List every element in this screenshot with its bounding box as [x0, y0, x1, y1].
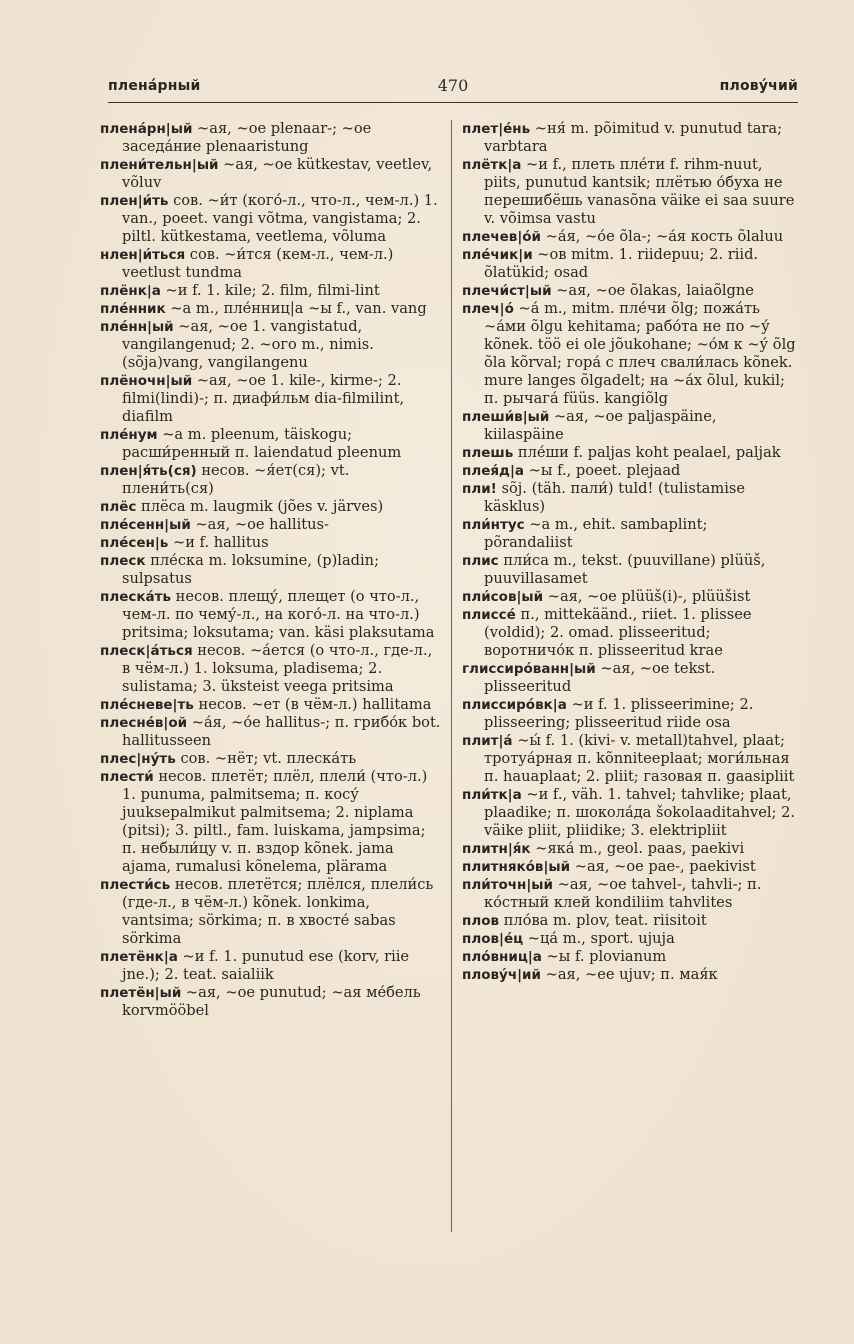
entry-definition: сов. ~и́тся (кем-л., чем-л.) veetlust tundma: [122, 246, 394, 281]
entry-headword: плис: [462, 553, 499, 569]
entry-definition: несов. ~ет (в чём-л.) hallitama: [198, 696, 432, 713]
entry-definition: ~ая, ~ое tahvel-, tahvli-; п. ко́стный клей kondiliim tahvlites: [484, 876, 762, 911]
entry-headword: плени́тельн|ый: [100, 157, 219, 173]
dictionary-entry: [462, 282, 799, 300]
entry-definition: п., mittekäänd., riiet. 1. plissee (voldid); 2. omad. plisseeritud; воротничо́к п. plisseeritud krae: [484, 606, 752, 659]
dictionary-entry: [462, 588, 799, 606]
entry-headword: плеч|о́: [462, 301, 514, 317]
dictionary-entry: [100, 768, 442, 876]
dictionary-entry: [100, 156, 442, 192]
entry-definition: ~ы f. plovianum: [546, 948, 667, 965]
entry-headword: плёнк|а: [100, 283, 161, 299]
entry-headword: плеск|а́ться: [100, 643, 193, 659]
entry-definition: ~а m. pleenum, täiskogu; расши́ренный п. laiendatud pleenum: [122, 426, 402, 461]
page-number: 470: [437, 76, 469, 95]
entry-headword: пле́сен|ь: [100, 535, 169, 551]
entry-definition: ~и f. hallitus: [172, 534, 269, 551]
entry-headword: пле́сневе|ть: [100, 697, 194, 713]
dictionary-entry: [100, 426, 442, 462]
entry-headword: плести́: [100, 769, 154, 785]
dictionary-entry: [462, 246, 799, 282]
entry-definition: плёса m. laugmik (jões v. järves): [141, 498, 384, 515]
entry-headword: пли́сов|ый: [462, 589, 544, 605]
entry-headword: плётк|а: [462, 157, 522, 173]
entry-definition: ~ая, ~ое pae-, paekivist: [574, 858, 756, 875]
dictionary-entry: [462, 516, 799, 552]
dictionary-entry: [100, 516, 442, 534]
dictionary-entry: [462, 732, 799, 786]
entry-definition: ~а m., пле́нниц|а ~ы f., van. vang: [170, 300, 427, 317]
entry-definition: ~и f. 1. plisseerimine; 2. plisseering; plisseeritud riide osa: [484, 696, 754, 731]
dictionary-entry: [100, 948, 442, 984]
column-divider: [451, 120, 452, 1232]
dictionary-entry: [462, 930, 799, 948]
entry-headword: плет|е́нь: [462, 121, 531, 137]
entry-definition: ~ая, ~ое kütkestav, veetlev, võluv: [122, 156, 433, 191]
entry-headword: пли́нтус: [462, 517, 525, 533]
entry-headword: плеска́ть: [100, 589, 172, 605]
entry-definition: ~ая, ~ое punutud; ~ая ме́бель korvmööbel: [122, 984, 421, 1019]
dictionary-entry: [462, 480, 799, 516]
dictionary-entry: [100, 588, 442, 642]
entry-definition: ~ая, ~ее ujuv; п. мая́к: [545, 966, 718, 983]
header-right-headword: плову́чий: [719, 78, 798, 94]
dictionary-entry: [100, 498, 442, 516]
entry-definition: ~ая, ~ое 1. vangistatud, vangilangenud; 2. ~ого m., nimis. (sõja)vang, vangilangenu: [122, 318, 374, 371]
dictionary-entry: [462, 948, 799, 966]
entry-headword: плов|е́ц: [462, 931, 524, 947]
dictionary-entry: [462, 120, 799, 156]
dictionary-entry: [100, 534, 442, 552]
dictionary-entry: [462, 228, 799, 246]
dictionary-entry: [100, 876, 442, 948]
entry-definition: несов. плетётся; плёлся, плели́сь (где-л., в чём-л.) kõnek. lonkima, vantsima; sörkima; п. в хвосте́ sabas sörkima: [122, 876, 434, 947]
entry-headword: плетён|ый: [100, 985, 182, 1001]
entry-definition: несов. ~а́ется (о что-л., где-л., в чём-л.) 1. loksuma, pladisema; 2. sulistama; 3. üksteist veega pritsima: [122, 642, 433, 695]
entry-headword: плит|а́: [462, 733, 513, 749]
entry-headword: пло́вниц|а: [462, 949, 542, 965]
dictionary-entry: [100, 282, 442, 300]
entry-headword: пли́тк|а: [462, 787, 522, 803]
dictionary-entry: [100, 750, 442, 768]
entry-definition: ~а́я, ~о́е õla-; ~а́я кость õlaluu: [545, 228, 784, 245]
entry-headword: глиссиро́ванн|ый: [462, 661, 596, 677]
entry-headword: пле́нник: [100, 301, 166, 317]
dictionary-entry: [100, 192, 442, 246]
dictionary-entry: [100, 642, 442, 696]
entry-definition: ~и f., плеть пле́ти f. rihm-nuut, piits, punutud kantsik; плётью о́буха не перешибёшь vanasõna väike ei saa suure v. võimsa vastu: [484, 156, 795, 227]
header-left-headword: плена́рный: [108, 78, 201, 94]
entry-headword: пли!: [462, 481, 497, 497]
dictionary-entry: [462, 606, 799, 660]
entry-definition: ~ы́ f. 1. (kivi- v. metall)tahvel, plaat; тротуа́рная п. kõnniteeplaat; моги́льная п. hauaplaat; 2. pliit; газовая п. gaasipliit: [484, 732, 795, 785]
dictionary-entry: [462, 156, 799, 228]
entry-headword: плитняко́в|ый: [462, 859, 571, 875]
entry-definition: ~ов mitm. 1. riidepuu; 2. riid. õlatükid; osad: [484, 246, 759, 281]
dictionary-entry: [100, 318, 442, 372]
entry-definition: ~и f. 1. punutud ese (korv, riie jne.); 2. teat. saialiik: [122, 948, 410, 983]
entry-headword: плов: [462, 913, 500, 929]
entry-headword: плечев|о́й: [462, 229, 542, 245]
entry-definition: sõj. (täh. пали́) tuld! (tulistamise käsklus): [484, 480, 746, 515]
entry-definition: ~а́я, ~о́е hallitus-; п. грибо́к bot. hallitusseen: [122, 714, 441, 749]
entry-definition: ~ая, ~ое tekst. plisseeritud: [484, 660, 716, 695]
entry-headword: плетёнк|а: [100, 949, 178, 965]
entry-definition: ~ая, ~ое paljaspäine, kiilaspäine: [484, 408, 717, 443]
entry-definition: ~ая, ~ое õlakas, laiaõlgne: [556, 282, 754, 299]
entry-headword: плен|и́ть: [100, 193, 169, 209]
dictionary-entry: [462, 408, 799, 444]
entry-definition: ~а m., ehit. sambaplint; põrandaliist: [484, 516, 708, 551]
dictionary-entry: [100, 462, 442, 498]
entry-headword: пле́нн|ый: [100, 319, 174, 335]
entry-definition: несов. плещу́, плещет (о что-л., чем-л. по чему́-л., на кого́-л. на что-л.) pritsima; loksutama; van. käsi plaksutama: [122, 588, 435, 641]
dictionary-entry: [100, 552, 442, 588]
entry-definition: пле́ши f. paljas koht pealael, paljak: [517, 444, 781, 461]
dictionary-entry: [100, 120, 442, 156]
entry-headword: плечи́ст|ый: [462, 283, 552, 299]
entry-headword: пли́точн|ый: [462, 877, 553, 893]
entry-headword: плешь: [462, 445, 514, 461]
left-column: [100, 120, 442, 1234]
entry-headword: плеск: [100, 553, 146, 569]
entry-definition: пле́ска m. loksumine, (p)ladin; sulpsatus: [122, 552, 379, 587]
entry-headword: плову́ч|ий: [462, 967, 541, 983]
entry-definition: ~ы f., poeet. plejaad: [528, 462, 681, 479]
dictionary-entry: [462, 876, 799, 912]
dictionary-entry: [100, 696, 442, 714]
entry-definition: ~и f., väh. 1. tahvel; tahvlike; plaat, plaadike; п. шокола́да šokolaaditahvel; 2. väike pliit, pliidike; 3. elektripliit: [484, 786, 795, 839]
entry-definition: ~яка́ m., geol. paas, paekivi: [535, 840, 745, 857]
entry-definition: ~ая, ~ое 1. kile-, kirme-; 2. filmi(lindi)-; п. диафи́льм dia-filmilint, diafilm: [122, 372, 405, 425]
entry-definition: пло́ва m. plov, teat. riisitoit: [503, 912, 707, 929]
entry-headword: плиссиро́вк|а: [462, 697, 567, 713]
dictionary-entry: [462, 858, 799, 876]
entry-headword: плен|я́ть(ся): [100, 463, 197, 479]
entry-headword: плена́рн|ый: [100, 121, 193, 137]
dictionary-entry: [100, 372, 442, 426]
entry-headword: плёночн|ый: [100, 373, 193, 389]
entry-headword: плёс: [100, 499, 137, 515]
entry-headword: нлен|и́ться: [100, 247, 186, 263]
dictionary-entry: [462, 696, 799, 732]
entry-definition: сов. ~нёт; vt. плеска́ть: [180, 750, 357, 767]
entry-definition: пли́са m., tekst. (puuvillane) plüüš, puuvillasamet: [484, 552, 766, 587]
entry-headword: пле́нум: [100, 427, 158, 443]
entry-definition: сов. ~и́т (кого́-л., что-л., чем-л.) 1. van., poeet. vangi võtma, vangistama; 2. piltl. kütkestama, veetlema, võluma: [122, 192, 438, 245]
page-header: [108, 74, 798, 102]
dictionary-entry: [462, 660, 799, 696]
header-rule: [108, 102, 798, 103]
dictionary-entry: [100, 300, 442, 318]
dictionary-entry: [100, 246, 442, 282]
entry-definition: ~ая, ~ое hallitus-: [195, 516, 329, 533]
dictionary-entry: [100, 984, 442, 1020]
dictionary-entry: [462, 444, 799, 462]
dictionary-entry: [462, 840, 799, 858]
entry-headword: пле́сенн|ый: [100, 517, 191, 533]
dictionary-entry: [462, 552, 799, 588]
entry-definition: несов. ~я́ет(ся); vt. плени́ть(ся): [122, 462, 350, 497]
right-column: [462, 120, 799, 1234]
entry-headword: плесне́в|ой: [100, 715, 188, 731]
entry-definition: ~а́ m., mitm. пле́чи õlg; пожа́ть ~а́ми õlgu kehitama; рабо́та не по ~у́ kõnek. töö ei ole jõukohane; ~о́м к ~у́ õlg õla kõrval; гора́ с плеч свали́лась kõnek. mure langes õlgadelt; на ~а́х õlul, kukil; п. рычага́ füüs. kangiõlg: [484, 300, 796, 407]
dictionary-entry: [462, 300, 799, 408]
entry-headword: плея́д|а: [462, 463, 524, 479]
entry-headword: плиссе́: [462, 607, 516, 623]
entry-headword: плеши́в|ый: [462, 409, 550, 425]
dictionary-entry: [462, 462, 799, 480]
dictionary-entry: [100, 714, 442, 750]
entry-headword: плести́сь: [100, 877, 171, 893]
dictionary-entry: [462, 912, 799, 930]
entry-headword: плес|ну́ть: [100, 751, 176, 767]
entry-definition: ~ня́ m. põimitud v. punutud tara; varbtara: [484, 120, 782, 155]
entry-definition: ~ая, ~ое plüüš(i)-, plüüšist: [547, 588, 751, 605]
dictionary-entry: [462, 966, 799, 984]
entry-headword: плитн|я́к: [462, 841, 531, 857]
entry-definition: ~ая, ~ое plenaar-; ~ое заседа́ние plenaaristung: [122, 120, 372, 155]
dictionary-entry: [462, 786, 799, 840]
entry-definition: ~ца́ m., sport. ujuja: [527, 930, 675, 947]
entry-definition: ~и f. 1. kile; 2. film, filmi-lint: [165, 282, 380, 299]
entry-headword: пле́чик|и: [462, 247, 533, 263]
entry-definition: несов. плетёт; плёл, плели́ (что-л.) 1. punuma, palmitsema; п. косу́ juuksepalmikut palmitsema; 2. niplama (pitsi); 3. piltl., fam. luiskama, jampsima; п. небыли́цу v. п. вздор kõnek. jama ajama, rumalusi kõnelema, plärama: [122, 768, 428, 875]
